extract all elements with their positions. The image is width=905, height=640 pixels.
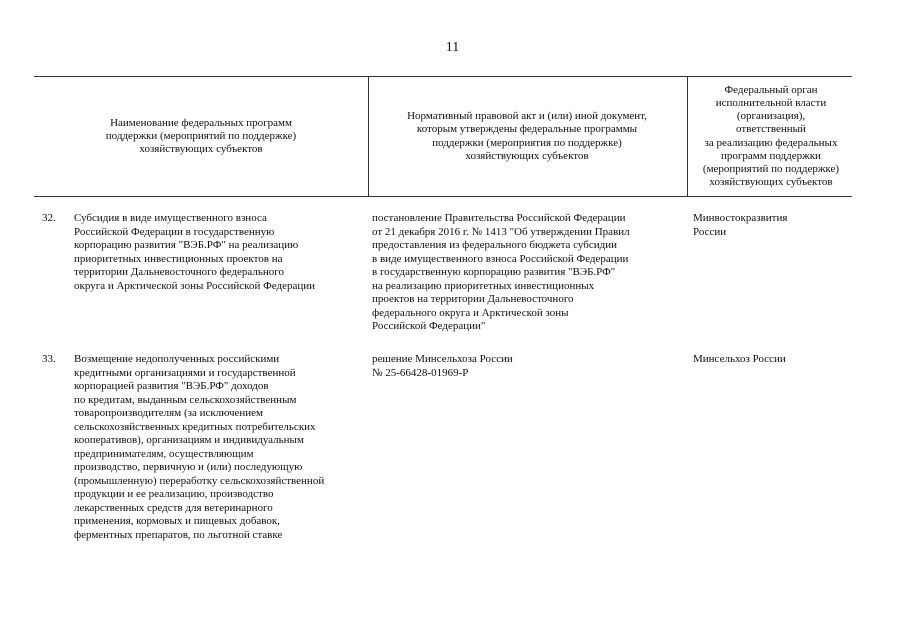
column-header-program (40, 78, 362, 195)
header-divider-1 (368, 76, 369, 197)
page-number: 11 (445, 40, 460, 55)
row-number: 32. (42, 212, 56, 224)
column-header-program-text: Наименование федеральных программ поддержки (мероприятий по поддержке) хозяйствующих субъектов (105, 116, 297, 156)
column-header-body (690, 78, 852, 195)
row-program-name: Субсидия в виде имущественного взноса Российской Федерации в государственную корпорацию развития "ВЭБ.РФ" на реализацию приоритетных инвестиционных проектов на территории Дальневосточного федерального округа и Арктической зоны Российской Федерации (74, 212, 316, 292)
row-number: 33. (42, 353, 56, 365)
column-header-act (372, 78, 682, 195)
row-legal-act: постановление Правительства Российской Федерации от 21 декабря 2016 г. № 1413 "Об утверждении Правил предоставления из федерального бюджета субсидии в виде имущественного взноса Российской Федерации в государственную корпорацию развития "ВЭБ.РФ" на реализацию приоритетных инвестиционных проектов на территории Дальневосточного федерального округа и Арктической зоны Российской Федерации" (372, 212, 630, 332)
row-responsible-body: Минвостокразвития России (693, 212, 788, 238)
header-bottom-rule (34, 196, 852, 197)
column-header-body-text: Федеральный орган исполнительной власти (организация), ответственный за реализацию федеральных программ поддержки (мероприятий по поддержке) хозяйствующих субъектов (702, 83, 840, 189)
row-responsible-body: Минсельхоз России (693, 353, 786, 365)
column-header-act-text: Нормативный правовой акт и (или) иной документ, которым утверждены федеральные программы поддержки (мероприятия по поддержке) хозяйствующих субъектов (407, 110, 647, 162)
row-legal-act: решение Минсельхоза России № 25-66428-01969-Р (372, 353, 513, 379)
header-divider-2 (687, 76, 688, 197)
row-program-name: Возмещение недополученных российскими кредитными организациями и государственной корпорацией развития "ВЭБ.РФ" доходов по кредитам, выданным сельскохозяйственным товаропроизводителям (за исключением сельскохозяйственных кредитных потребительских кооперативов), организациям и индивидуальным предпринимателям, осуществляющим производство, первичную и (или) последующую (промышленную) переработку сельскохозяйственной продукции и ее реализацию, производство лекарственных средств для ветеринарного применения, кормовых и пищевых добавок, ферментных препаратов, по льготной ставке (74, 353, 325, 541)
header-top-rule (34, 76, 852, 77)
